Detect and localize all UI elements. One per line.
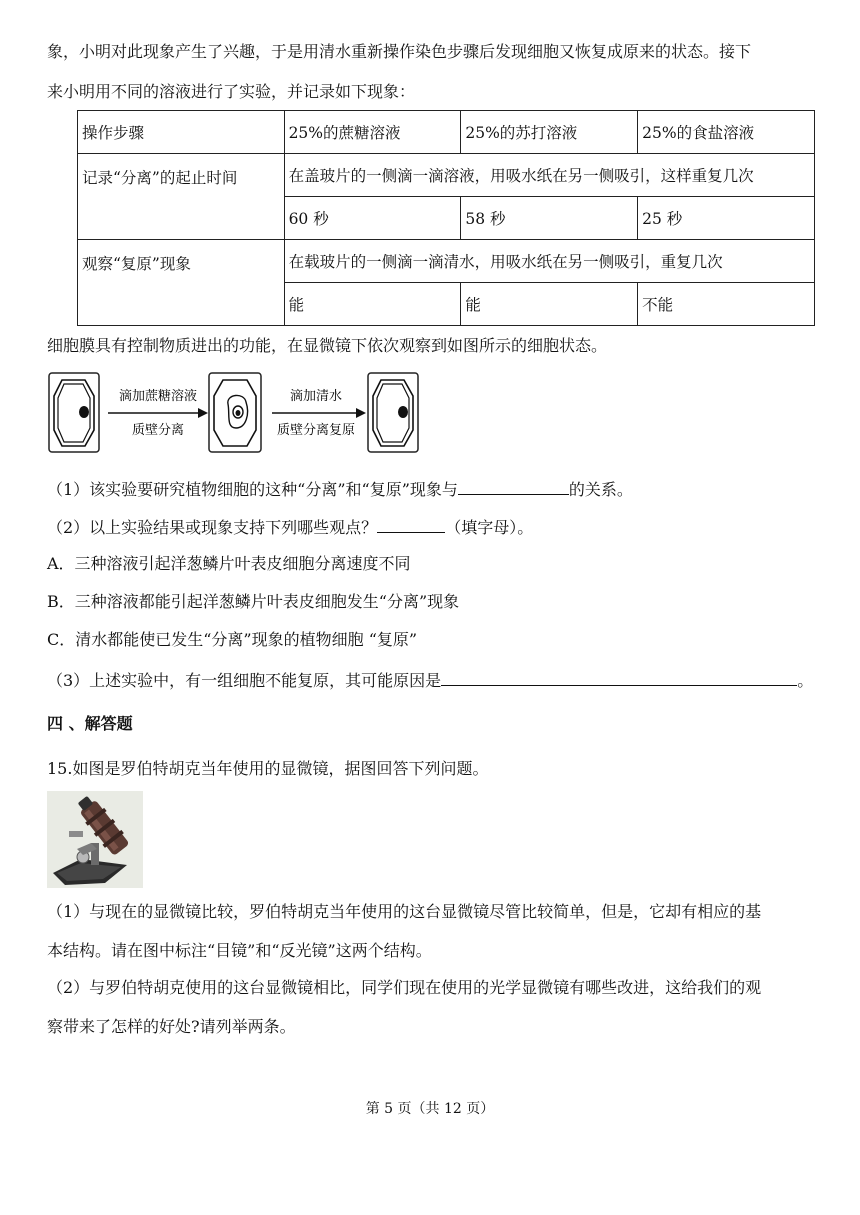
- table-row: [78, 111, 815, 154]
- cell-plasmolysis-icon: [209, 373, 261, 452]
- paragraph-line: 象，小明对此现象产生了兴趣，于是用清水重新操作染色步骤后发现细胞又恢复成原来的状态。接下: [47, 42, 752, 61]
- question-15-2-line: 察带来了怎样的好处?请列举两条。: [47, 1017, 296, 1036]
- question-2-tail: （填字母）。: [445, 518, 534, 537]
- answer-blank-3[interactable]: [441, 669, 797, 686]
- option-b: B．三种溶液都能引起洋葱鳞片叶表皮细胞发生“分离”现象: [47, 592, 460, 611]
- arrow2-top-label: 滴加清水: [289, 389, 343, 404]
- question-15-1-line: （1）与现在的显微镜比较，罗伯特胡克当年使用的这台显微镜尽管比较简单，但是，它却有相应的基: [47, 902, 762, 921]
- table-cell: 25%的苏打溶液: [461, 111, 638, 154]
- question-15-1-line: 本结构。请在图中标注“目镜”和“反光镜”这两个结构。: [47, 941, 432, 960]
- table-row: [78, 154, 815, 197]
- table-cell: 60 秒: [284, 197, 461, 240]
- answer-blank-2[interactable]: [377, 516, 445, 533]
- table-row: [78, 240, 815, 283]
- question-3-text: （3）上述实验中，有一组细胞不能复原，其可能原因是: [47, 671, 442, 690]
- paragraph-line: 来小明用不同的溶液进行了实验，并记录如下现象：: [47, 82, 416, 101]
- cell-normal-icon: [49, 373, 99, 452]
- table-cell: 记录“分离”的起止时间: [78, 154, 285, 240]
- table-cell: 不能: [638, 283, 815, 326]
- table-cell: 观察“复原”现象: [78, 240, 285, 326]
- arrow2-bottom-label: 质壁分离复原: [276, 423, 356, 438]
- question-3-tail: 。: [797, 671, 814, 690]
- question-15-2-line: （2）与罗伯特胡克使用的这台显微镜相比，同学们现在使用的光学显微镜有哪些改进，这给我们的观: [47, 978, 762, 997]
- option-a: A．三种溶液引起洋葱鳞片叶表皮细胞分离速度不同: [47, 554, 411, 573]
- arrow1-top-label: 滴加蔗糖溶液: [118, 389, 198, 404]
- paragraph-line: 细胞膜具有控制物质进出的功能，在显微镜下依次观察到如图所示的细胞状态。: [47, 336, 608, 355]
- question-2-text: （2）以上实验结果或现象支持下列哪些观点？: [47, 518, 378, 537]
- table-cell: 25%的食盐溶液: [638, 111, 815, 154]
- experiment-table: [77, 110, 815, 326]
- table-cell: 58 秒: [461, 197, 638, 240]
- page-footer: 第 5 页（共 12 页）: [365, 1101, 495, 1117]
- table-cell: 25%的蔗糖溶液: [284, 111, 461, 154]
- answer-blank-1[interactable]: [458, 478, 569, 495]
- table-cell: 能: [461, 283, 638, 326]
- question-1-tail: 的关系。: [568, 480, 633, 499]
- table-cell: 25 秒: [638, 197, 815, 240]
- section-heading: 四 、解答题: [47, 714, 133, 733]
- table-cell: 操作步骤: [78, 111, 285, 154]
- microscope-image: [47, 791, 143, 888]
- table-cell: 在载玻片的一侧滴一滴清水，用吸水纸在另一侧吸引，重复几次: [284, 240, 814, 283]
- table-cell: 能: [284, 283, 461, 326]
- arrow1-bottom-label: 质壁分离: [131, 423, 185, 438]
- plasmolysis-diagram: [48, 370, 420, 456]
- question-1-text: （1）该实验要研究植物细胞的这种“分离”和“复原”现象与: [47, 480, 458, 499]
- option-c: C．清水都能使已发生“分离”现象的植物细胞 “复原”: [47, 630, 418, 649]
- question-15-stem: 15.如图是罗伯特胡克当年使用的显微镜，据图回答下列问题。: [47, 759, 489, 778]
- cell-recovered-icon: [368, 373, 418, 452]
- table-cell: 在盖玻片的一侧滴一滴溶液，用吸水纸在另一侧吸引，这样重复几次: [284, 154, 814, 197]
